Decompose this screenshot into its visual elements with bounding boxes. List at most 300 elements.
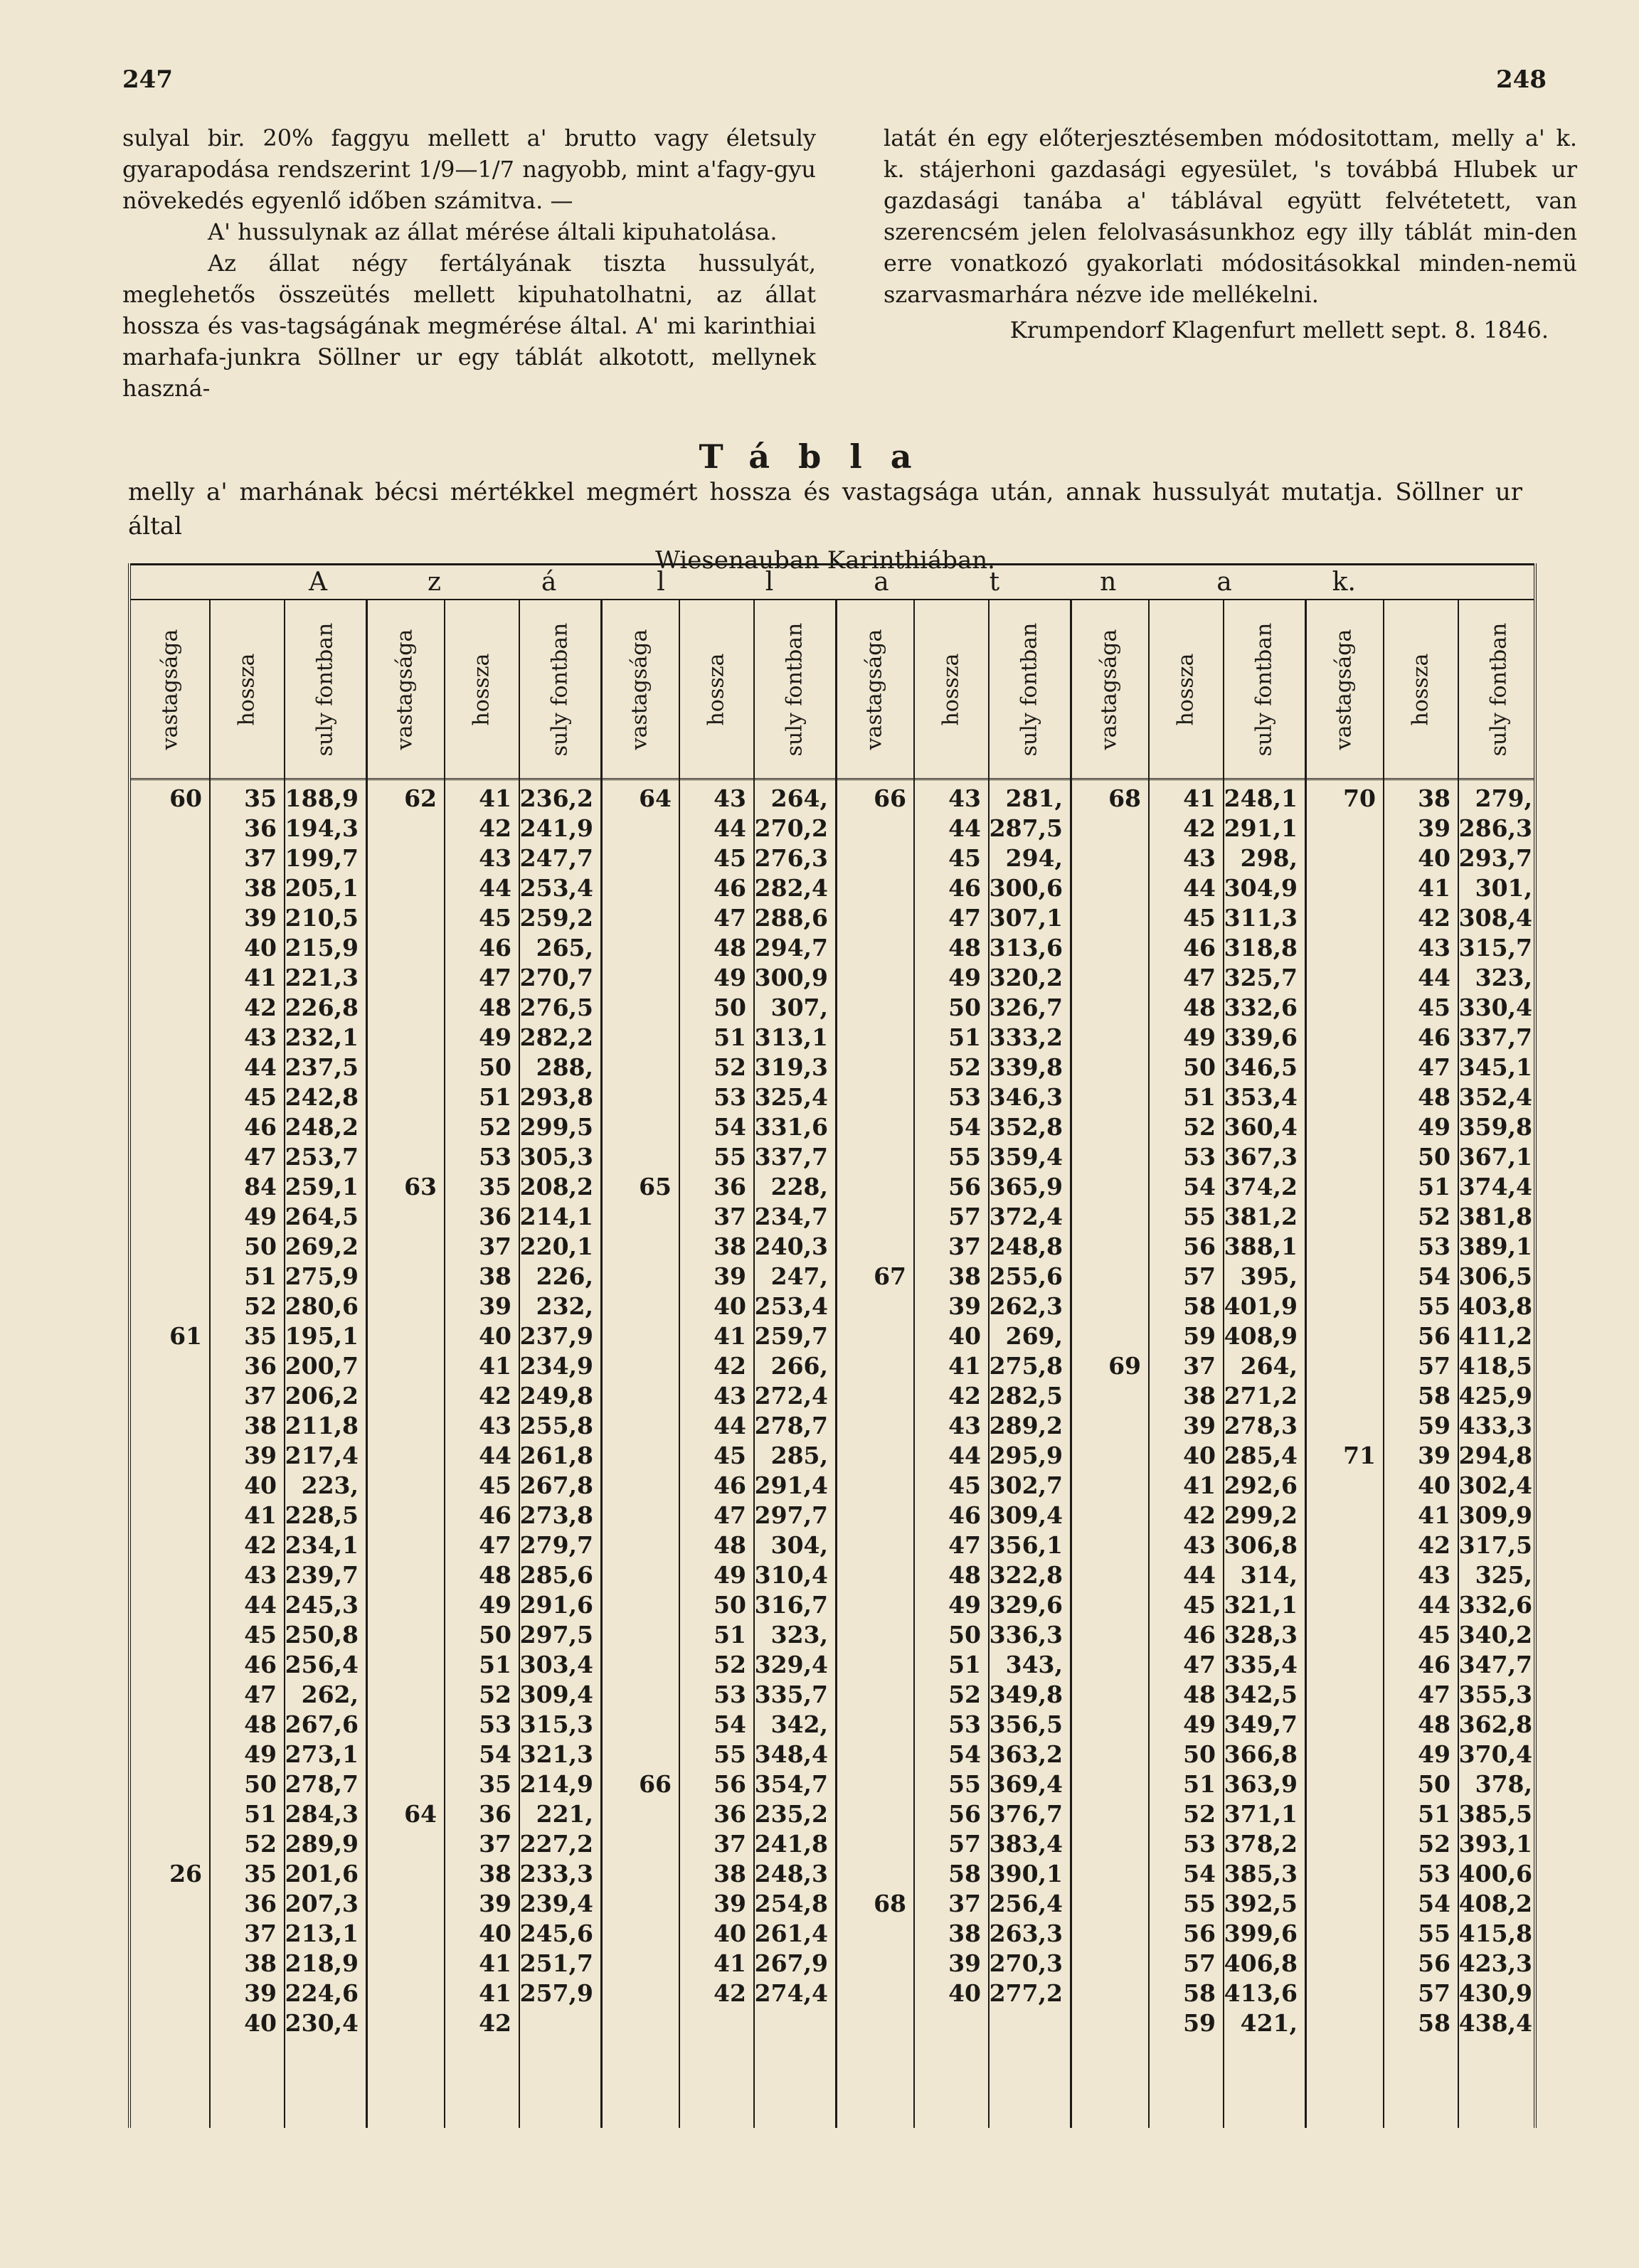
table-cell: 45 <box>948 844 981 872</box>
table-cell: 359,4 <box>989 1143 1063 1171</box>
table-cell: 292,6 <box>1224 1471 1298 1499</box>
column-divider <box>444 600 445 2128</box>
table-cell: 52 <box>244 1292 277 1320</box>
table-cell: 248,2 <box>285 1113 359 1141</box>
table-cell <box>1305 1142 1376 1172</box>
table-cell: 50 <box>948 1621 981 1649</box>
table-cell <box>366 1501 437 1530</box>
table-cell: 272,4 <box>754 1382 828 1410</box>
table-cell: 42 <box>714 1352 746 1380</box>
table-cell: 51 <box>479 1651 511 1678</box>
table-cell <box>1305 1023 1376 1053</box>
table-cell <box>131 1590 202 1620</box>
table-cell: 287,5 <box>989 814 1063 842</box>
table-cell <box>600 1560 672 1590</box>
table-cell: 345,1 <box>1458 1053 1532 1081</box>
table-cell: 284,3 <box>285 1800 359 1828</box>
table-cell: 330,4 <box>1458 994 1532 1021</box>
column-divider <box>753 600 755 2128</box>
table-cell: 37 <box>244 844 277 872</box>
table-cell <box>835 1919 906 1949</box>
table-cell: 44 <box>244 1053 277 1081</box>
table-cell: 262, <box>301 1681 359 1708</box>
table-cell <box>600 1620 672 1650</box>
table-cell: 54 <box>714 1710 746 1738</box>
table-header-row <box>131 600 1534 780</box>
table-cell <box>835 1053 906 1082</box>
table-cell: 68 <box>1108 784 1141 812</box>
table-cell <box>835 1740 906 1769</box>
table-cell: 52 <box>1418 1830 1450 1858</box>
table-cell <box>1070 1979 1141 2008</box>
table-cell: 195,1 <box>285 1322 359 1350</box>
table-cell <box>1070 1023 1141 1053</box>
table-cell: 39 <box>714 1890 746 1917</box>
table-cell <box>1070 1769 1141 1799</box>
table-cell: 41 <box>1418 1501 1450 1529</box>
table-cell <box>600 1949 672 1979</box>
table-cell: 293,7 <box>1458 844 1532 872</box>
table-cell <box>131 1501 202 1530</box>
column-header <box>1458 600 1539 778</box>
table-cell: 40 <box>244 2009 277 2037</box>
table-cell: 48 <box>1183 1681 1216 1708</box>
table-cell: 44 <box>1183 874 1216 902</box>
table-cell: 26 <box>169 1860 202 1888</box>
table-cell: 47 <box>1183 964 1216 991</box>
table-cell <box>835 1202 906 1232</box>
table-cell: 41 <box>714 1949 746 1977</box>
table-cell: 36 <box>244 814 277 842</box>
table-cell <box>1070 1740 1141 1769</box>
table-cell <box>1070 1501 1141 1530</box>
table-cell: 53 <box>479 1143 511 1171</box>
table-cell: 393,1 <box>1458 1830 1532 1858</box>
table-cell: 47 <box>948 904 981 932</box>
table-cell: 55 <box>714 1143 746 1171</box>
table-cell: 279,7 <box>519 1531 593 1559</box>
table-cell <box>1305 1710 1376 1740</box>
table-cell <box>1070 1590 1141 1620</box>
table-cell: 270,3 <box>989 1949 1063 1977</box>
table-cell <box>1305 1202 1376 1232</box>
table-cell: 374,2 <box>1224 1173 1298 1200</box>
table-cell: 333,2 <box>989 1023 1063 1051</box>
band-letter: t <box>989 568 1000 597</box>
column-divider <box>1305 600 1307 2128</box>
table-cell: 276,5 <box>519 994 593 1021</box>
table-cell: 39 <box>244 1979 277 2007</box>
table-cell: 39 <box>1418 814 1450 842</box>
table-cell: 249,8 <box>519 1382 593 1410</box>
table-cell: 228, <box>770 1173 828 1200</box>
table-cell: 42 <box>244 1531 277 1559</box>
table-cell: 58 <box>948 1860 981 1888</box>
table-cell <box>835 1172 906 1202</box>
table-cell: 207,3 <box>285 1890 359 1917</box>
text-column-left <box>122 122 816 404</box>
table-cell: 37 <box>244 1920 277 1947</box>
table-cell <box>600 814 672 843</box>
band-letter: n <box>1100 568 1117 597</box>
table-cell <box>131 1471 202 1501</box>
table-cell <box>131 933 202 963</box>
table-cell <box>366 1441 437 1471</box>
table-cell: 41 <box>1183 784 1216 812</box>
table-cell <box>366 1710 437 1740</box>
table-cell <box>131 993 202 1023</box>
table-cell: 47 <box>1418 1681 1450 1708</box>
table-cell: 383,4 <box>989 1830 1063 1858</box>
table-cell: 47 <box>948 1531 981 1559</box>
table-cell <box>1070 1142 1141 1172</box>
table-cell: 39 <box>479 1890 511 1917</box>
table-cell: 353,4 <box>1224 1083 1298 1111</box>
table-cell: 53 <box>1418 1860 1450 1888</box>
table-cell: 54 <box>714 1113 746 1141</box>
table-cell <box>131 814 202 843</box>
table-cell: 48 <box>1418 1083 1450 1111</box>
table-cell <box>366 933 437 963</box>
table-cell <box>131 1949 202 1979</box>
table-cell: 48 <box>948 1561 981 1589</box>
table-cell: 40 <box>244 1471 277 1499</box>
table-cell: 46 <box>244 1651 277 1678</box>
table-cell: 264,5 <box>285 1203 359 1230</box>
table-cell: 56 <box>1418 1322 1450 1350</box>
table-cell: 282,5 <box>989 1382 1063 1410</box>
column-divider <box>284 600 285 2128</box>
table-cell <box>835 873 906 903</box>
table-cell: 306,5 <box>1458 1262 1532 1290</box>
table-cell <box>1070 1053 1141 1082</box>
table-cell <box>366 1471 437 1501</box>
table-cell: 314, <box>1240 1561 1298 1589</box>
table-cell <box>131 903 202 933</box>
table-cell <box>1070 903 1141 933</box>
table-cell: 51 <box>948 1023 981 1051</box>
table-cell: 53 <box>948 1710 981 1738</box>
table-cell: 50 <box>244 1770 277 1798</box>
table-cell: 52 <box>1418 1203 1450 1230</box>
table-cell <box>1305 1292 1376 1321</box>
table-cell: 251,7 <box>519 1949 593 1977</box>
table-cell: 67 <box>874 1262 906 1290</box>
table-cell: 372,4 <box>989 1203 1063 1230</box>
table-cell: 51 <box>714 1621 746 1649</box>
table-cell <box>600 843 672 873</box>
table-cell: 247,7 <box>519 844 593 872</box>
table-cell: 297,7 <box>754 1501 828 1529</box>
column-header-label: hossza <box>469 653 494 725</box>
table-cell: 241,9 <box>519 814 593 842</box>
table-cell <box>835 1023 906 1053</box>
table-cell: 53 <box>714 1083 746 1111</box>
table-cell: 253,4 <box>519 874 593 902</box>
table-cell: 262,3 <box>989 1292 1063 1320</box>
table-cell: 38 <box>479 1262 511 1290</box>
table-cell <box>131 1172 202 1202</box>
table-cell: 38 <box>714 1860 746 1888</box>
table-cell <box>600 933 672 963</box>
table-cell: 360,4 <box>1224 1113 1298 1141</box>
table-cell <box>835 1590 906 1620</box>
table-cell: 226, <box>536 1262 593 1290</box>
table-cell: 313,1 <box>754 1023 828 1051</box>
column-header-label: hossza <box>704 653 728 725</box>
table-cell: 336,3 <box>989 1621 1063 1649</box>
table-cell: 45 <box>1418 994 1450 1021</box>
table-cell <box>600 1710 672 1740</box>
table-cell <box>835 1680 906 1710</box>
table-cell <box>366 1351 437 1381</box>
table-cell: 221, <box>536 1800 593 1828</box>
table-cell: 59 <box>1183 1322 1216 1350</box>
table-cell <box>1305 1799 1376 1829</box>
table-cell: 65 <box>639 1173 672 1200</box>
table-cell <box>1305 1321 1376 1351</box>
table-cell <box>131 1112 202 1142</box>
table-cell: 366,8 <box>1224 1740 1298 1768</box>
table-cell <box>131 2008 202 2038</box>
table-cell <box>131 1262 202 1292</box>
table-cell: 288,6 <box>754 904 828 932</box>
table-cell: 381,2 <box>1224 1203 1298 1230</box>
table-cell: 66 <box>874 784 906 812</box>
table-cell: 275,8 <box>989 1352 1063 1380</box>
column-header-label: vastagsága <box>392 629 418 750</box>
table-cell: 43 <box>1418 934 1450 962</box>
table-cell: 259,1 <box>285 1173 359 1200</box>
column-header-label: hossza <box>1408 653 1433 725</box>
table-cell: 280,6 <box>285 1292 359 1320</box>
table-cell: 242,8 <box>285 1083 359 1111</box>
table-cell: 57 <box>1418 1352 1450 1380</box>
table-cell: 48 <box>479 1561 511 1589</box>
table-cell <box>1305 1232 1376 1262</box>
table-cell <box>1070 933 1141 963</box>
table-cell: 354,7 <box>754 1770 828 1798</box>
table-cell: 45 <box>1183 1591 1216 1619</box>
table-cell <box>1305 903 1376 933</box>
table-cell: 363,2 <box>989 1740 1063 1768</box>
column-divider <box>1148 600 1150 2128</box>
table-cell: 38 <box>948 1920 981 1947</box>
table-cell: 45 <box>714 844 746 872</box>
table-cell: 49 <box>1418 1113 1450 1141</box>
table-cell: 37 <box>1183 1352 1216 1380</box>
table-cell: 42 <box>1418 1531 1450 1559</box>
table-cell <box>600 1979 672 2008</box>
table-cell: 230,4 <box>285 2009 359 2037</box>
table-cell: 50 <box>1183 1740 1216 1768</box>
table-cell: 310,4 <box>754 1561 828 1589</box>
table-cell <box>835 1949 906 1979</box>
table-cell: 50 <box>479 1053 511 1081</box>
table-cell <box>600 1262 672 1292</box>
column-divider <box>679 600 680 2128</box>
table-cell <box>835 1471 906 1501</box>
table-cell: 53 <box>1183 1830 1216 1858</box>
table-cell: 48 <box>1183 994 1216 1021</box>
table-cell <box>366 843 437 873</box>
column-header-label: suly fontban <box>547 622 572 756</box>
table-cell: 46 <box>479 934 511 962</box>
table-cell <box>131 1441 202 1471</box>
table-cell: 267,6 <box>285 1710 359 1738</box>
table-cell: 46 <box>244 1113 277 1141</box>
table-cell: 38 <box>479 1860 511 1888</box>
table-cell: 52 <box>948 1681 981 1708</box>
table-cell <box>366 1889 437 1919</box>
table-cell <box>1070 993 1141 1023</box>
table-cell: 56 <box>948 1800 981 1828</box>
table-cell: 50 <box>1183 1053 1216 1081</box>
signature: Krumpendorf Klagenfurt mellett sept. 8. 1846. <box>1009 316 1549 344</box>
table-cell: 285,6 <box>519 1561 593 1589</box>
table-cell: 70 <box>1343 784 1376 812</box>
table-cell: 401,9 <box>1224 1292 1298 1320</box>
column-header <box>1148 600 1223 778</box>
table-cell <box>1070 814 1141 843</box>
table-cell: 273,1 <box>285 1740 359 1768</box>
table-cell: 367,3 <box>1224 1143 1298 1171</box>
table-cell: 271,2 <box>1224 1382 1298 1410</box>
table-cell <box>366 1829 437 1859</box>
table-cell <box>1305 843 1376 873</box>
table-cell <box>131 1023 202 1053</box>
table-cell: 45 <box>1183 904 1216 932</box>
table-cell: 50 <box>244 1233 277 1260</box>
table-cell: 40 <box>1418 1471 1450 1499</box>
table-cell: 35 <box>244 1860 277 1888</box>
table-cell: 53 <box>1418 1233 1450 1260</box>
table-cell: 46 <box>1183 1621 1216 1649</box>
table-cell <box>366 903 437 933</box>
table-cell: 43 <box>714 1382 746 1410</box>
column-header-label: hossza <box>938 653 963 725</box>
table-cell <box>835 1530 906 1560</box>
table-cell: 411,2 <box>1458 1322 1532 1350</box>
table-cell: 41 <box>1183 1471 1216 1499</box>
table-cell: 57 <box>948 1203 981 1230</box>
table-cell: 51 <box>948 1651 981 1678</box>
caption-line: melly a' marhának bécsi mértékkel megmért hossza és vastagsága után, annak hussulyát mutatja. Söllner ur által <box>128 478 1522 541</box>
table-cell: 311,3 <box>1224 904 1298 932</box>
table-cell <box>366 2008 437 2038</box>
table-cell: 298, <box>1240 844 1298 872</box>
table-cell: 45 <box>1418 1621 1450 1649</box>
table-cell <box>1305 1979 1376 2008</box>
section-heading: A' hussulynak az állat mérése általi kipuhatolása. <box>208 218 778 245</box>
table-cell: 321,3 <box>519 1740 593 1768</box>
table-cell <box>131 963 202 993</box>
table-cell: 56 <box>948 1173 981 1200</box>
table-cell: 56 <box>714 1770 746 1798</box>
table-cell: 35 <box>244 1322 277 1350</box>
table-cell: 321,1 <box>1224 1591 1298 1619</box>
column-header-label: suly fontban <box>1486 622 1511 756</box>
table-cell: 210,5 <box>285 904 359 932</box>
table-cell: 42 <box>479 1382 511 1410</box>
table-cell: 259,7 <box>754 1322 828 1350</box>
table-cell: 41 <box>244 1501 277 1529</box>
table-cell: 307, <box>770 994 828 1021</box>
column-divider <box>366 600 368 2128</box>
table-cell: 337,7 <box>1458 1023 1532 1051</box>
table-cell <box>600 1411 672 1441</box>
table-cell: 352,4 <box>1458 1083 1532 1111</box>
table-cell <box>679 2008 746 2038</box>
table-cell: 55 <box>948 1143 981 1171</box>
table-cell: 297,5 <box>519 1621 593 1649</box>
table-cell: 346,5 <box>1224 1053 1298 1081</box>
table-cell: 36 <box>479 1203 511 1230</box>
table-cell: 349,8 <box>989 1681 1063 1708</box>
table-cell <box>366 1112 437 1142</box>
table-cell <box>1070 1082 1141 1112</box>
table-cell: 45 <box>479 904 511 932</box>
table-cell: 35 <box>244 784 277 812</box>
table-cell <box>131 1680 202 1710</box>
table-cell <box>1070 1680 1141 1710</box>
table-cell: 37 <box>714 1830 746 1858</box>
table-cell <box>1070 1411 1141 1441</box>
table-cell <box>1070 1530 1141 1560</box>
table-cell <box>366 1142 437 1172</box>
table-cell <box>835 2008 906 2038</box>
table-cell: 274,4 <box>754 1979 828 2007</box>
table-cell <box>1070 1292 1141 1321</box>
table-cell: 261,4 <box>754 1920 828 1947</box>
table-cell: 39 <box>244 1442 277 1469</box>
column-divider <box>988 600 990 2128</box>
table-cell: 37 <box>948 1890 981 1917</box>
table-cell: 57 <box>1418 1979 1450 2007</box>
table-cell: 226,8 <box>285 994 359 1021</box>
table-cell: 43 <box>479 844 511 872</box>
table-cell: 329,4 <box>754 1651 828 1678</box>
table-cell <box>366 1680 437 1710</box>
table-cell <box>131 1202 202 1232</box>
table-cell: 43 <box>948 784 981 812</box>
band-letter: l <box>765 568 774 597</box>
table-cell: 39 <box>479 1292 511 1320</box>
table-cell: 43 <box>479 1412 511 1439</box>
table-cell: 385,5 <box>1458 1800 1532 1828</box>
table-cell: 349,7 <box>1224 1710 1298 1738</box>
table-cell <box>366 1859 437 1889</box>
table-cell: 205,1 <box>285 874 359 902</box>
table-cell: 41 <box>1418 874 1450 902</box>
table-cell <box>600 1381 672 1411</box>
table-cell <box>835 1232 906 1262</box>
table-cell: 51 <box>479 1083 511 1111</box>
table-cell <box>600 1889 672 1919</box>
column-header-label: suly fontban <box>782 622 807 756</box>
table-cell: 294,8 <box>1458 1442 1532 1469</box>
table-cell: 37 <box>479 1233 511 1260</box>
table-cell: 42 <box>1183 814 1216 842</box>
table-cell <box>366 1292 437 1321</box>
table-cell: 63 <box>404 1173 437 1200</box>
table-cell: 325, <box>1475 1561 1532 1589</box>
paragraph: latát én egy előterjesztésemben módositottam, melly a' k. k. stájerhoni gazdasági egyesület, 's továbbá Hlubek ur gazdasági tanába a' táblával együtt felvétetett, van szerencsém jelen felolvasásunkhoz egy illy táblát min-den erre vonatkozó gyakorlati módositásokkal minden-nemü szarvasmarhára nézve ide mellékelni. <box>884 124 1577 308</box>
table-cell: 42 <box>1418 904 1450 932</box>
table-cell: 269, <box>1005 1322 1063 1350</box>
table-cell: 282,2 <box>519 1023 593 1051</box>
band-letter: á <box>541 568 557 597</box>
